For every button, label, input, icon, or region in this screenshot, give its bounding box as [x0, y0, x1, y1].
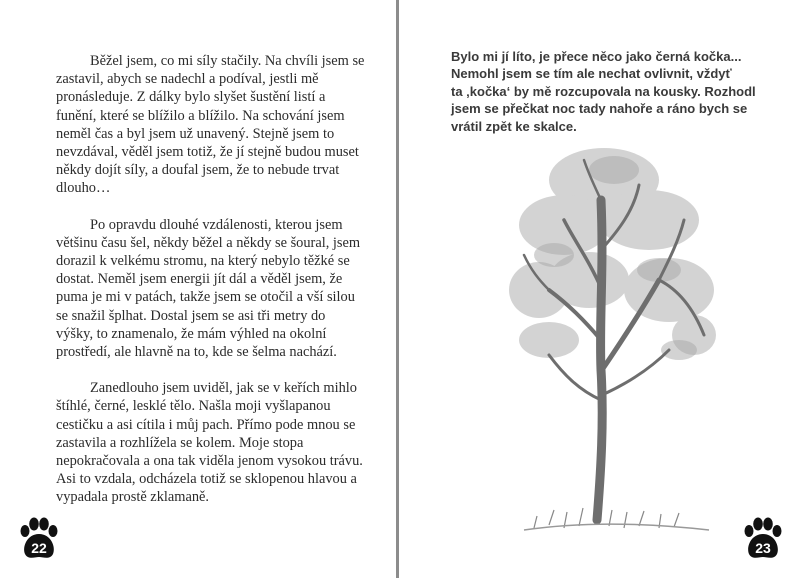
left-page-text	[56, 52, 366, 525]
text-line: Bylo mi jí líto, je přece něco jako černá kočka...	[451, 49, 742, 64]
page-number: 23	[755, 540, 771, 556]
paw-page-number	[17, 517, 61, 561]
page-number: 22	[31, 540, 47, 556]
paragraph: Běžel jsem, co mi síly stačily. Na chvíli jsem se zastavil, abych se nadechl a podíval, jestli mě pronásleduje. Z dálky bylo slyšet šustění listí a funění, které se blížilo a blížilo. Na schování jsem neměl čas a byl jsem už unavený. Stejně jsem to nevzdával, věděl jsem totiž, že jí stejně budou muset někdy dojít síly, a doufal jsem, že to nebude trvat dlouho…	[56, 53, 365, 197]
text-line: ta ‚kočka‘ by mě rozcupovala na kousky. Rozhodl	[451, 83, 756, 99]
paragraph: Po opravdu dlouhé vzdálenosti, kterou jsem většinu času šel, někdy běžel a někdy se šoural, jsem dorazil k velkému stromu, na který nebylo těžké se dostat. Neměl jsem energii jít dál a věděl jsem, že puma je mi v patách, takže jsem se otočil a vší silou se snažil šplhat. Dostal jsem se asi tři metry do výšky, to znamenalo, že mám výhled na okolní prostředí, ale hlavně na to, kde se šelma nachází.	[56, 216, 361, 361]
paragraph: Zanedlouho jsem uviděl, jak se v keřích mihlo štíhlé, černé, lesklé tělo. Našla moji vyšlapanou cestičku a asi cítila i můj pach. Přímo pode mnou se zastavila a rozhlížela se kolem. Moje stopa nepokračovala a ona tak viděla jenom vysokou trávu. Asi to vzdala, odcházela totiž se sklopenou hlavou a vypadala prostě zklamaně.	[56, 380, 363, 506]
tree-illustration	[509, 140, 719, 535]
text-line: vrátil zpět ke skalce.	[451, 118, 577, 134]
paw-page-number	[741, 517, 785, 561]
text-line: jsem se přečkat noc tady nahoře a ráno bych se	[451, 101, 748, 117]
right-page	[399, 0, 800, 578]
right-page-text	[451, 48, 781, 135]
left-page	[0, 0, 397, 578]
text-line: Nemohl jsem se tím ale nechat ovlivnit, vždyť	[451, 66, 732, 82]
